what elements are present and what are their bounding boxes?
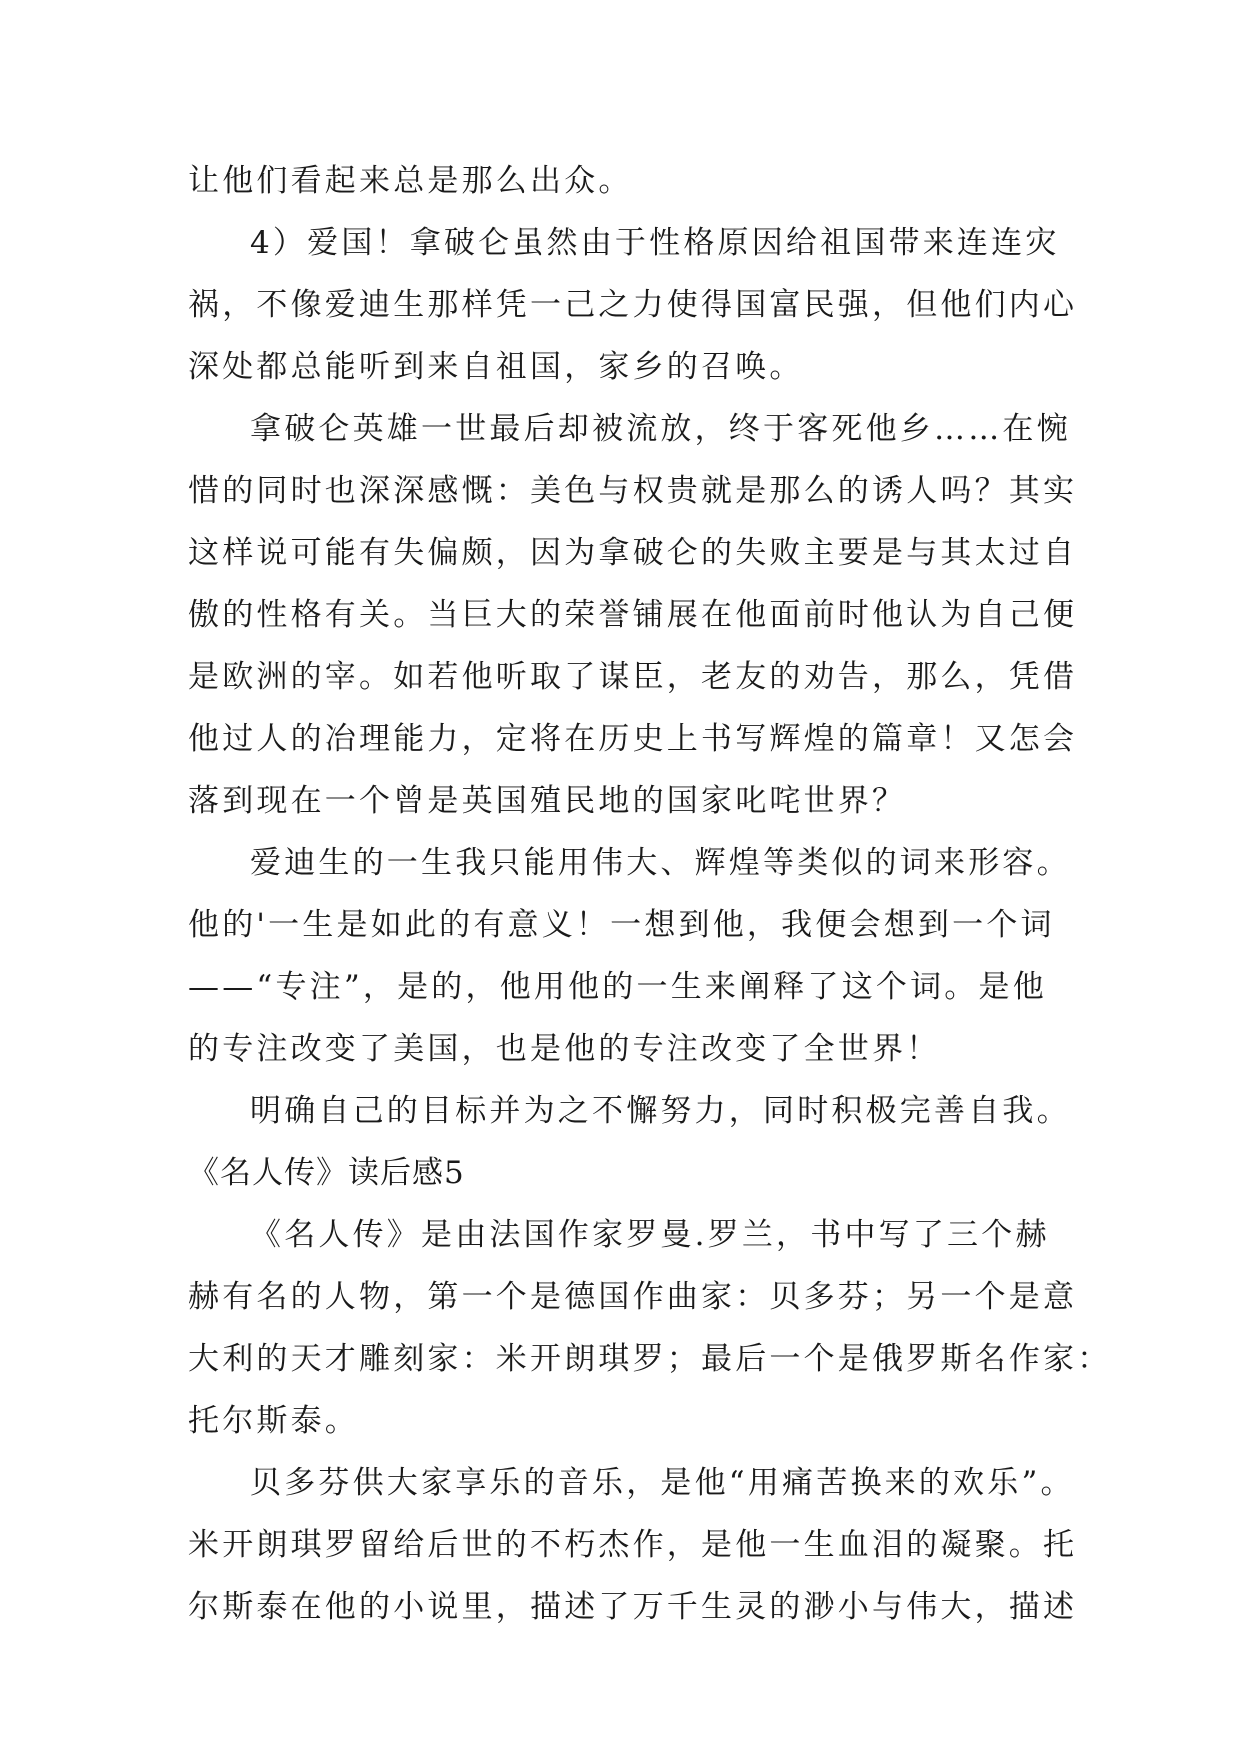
text-line: 他过人的冶理能力，定将在历史上书写辉煌的篇章！又怎会: [188, 721, 1078, 757]
text-line: 这样说可能有失偏颇，因为拿破仑的失败主要是与其太过自: [188, 535, 1078, 571]
text-line: 傲的性格有关。当巨大的荣誉铺展在他面前时他认为自己便: [188, 597, 1078, 633]
text-line: 他的'一生是如此的有意义！一想到他，我便会想到一个词: [188, 907, 1055, 943]
text-line: 《名人传》是由法国作家罗曼.罗兰，书中写了三个赫: [250, 1217, 1050, 1253]
text-line: 赫有名的人物，第一个是德国作曲家：贝多芬；另一个是意: [188, 1279, 1078, 1315]
text-line: 大利的天才雕刻家：米开朗琪罗；最后一个是俄罗斯名作家：: [188, 1341, 1112, 1377]
text-line: 拿破仑英雄一世最后却被流放，终于客死他乡……在惋: [250, 411, 1071, 447]
text-line: 4）爱国！拿破仑虽然由于性格原因给祖国带来连连灾: [250, 225, 1060, 261]
text-line: 尔斯泰在他的小说里，描述了万千生灵的渺小与伟大，描述: [188, 1589, 1078, 1625]
text-line: 米开朗琪罗留给后世的不朽杰作，是他一生血泪的凝聚。托: [188, 1527, 1078, 1563]
text-line: 明确自己的目标并为之不懈努力，同时积极完善自我。: [250, 1093, 1071, 1129]
text-line: 深处都总能听到来自祖国，家乡的召唤。: [188, 349, 804, 385]
text-line: 惜的同时也深深感慨：美色与权贵就是那么的诱人吗？其实: [188, 473, 1078, 509]
text-line: 爱迪生的一生我只能用伟大、辉煌等类似的词来形容。: [250, 845, 1071, 881]
text-line: 托尔斯泰。: [188, 1403, 359, 1439]
text-line: 让他们看起来总是那么出众。: [188, 163, 633, 199]
section-heading: 《名人传》读后感5: [188, 1155, 465, 1191]
text-line: 落到现在一个曾是英国殖民地的国家叱咤世界？: [188, 783, 907, 819]
text-line: 贝多芬供大家享乐的音乐，是他“用痛苦换来的欢乐”。: [250, 1465, 1075, 1501]
text-line: 祸，不像爱迪生那样凭一己之力使得国富民强，但他们内心: [188, 287, 1078, 323]
text-line: 的专注改变了美国，也是他的专注改变了全世界！: [188, 1031, 941, 1067]
text-line: 是欧洲的宰。如若他听取了谋臣，老友的劝告，那么，凭借: [188, 659, 1078, 695]
text-line: ——“专注”，是的，他用他的一生来阐释了这个词。是他: [188, 969, 1047, 1005]
